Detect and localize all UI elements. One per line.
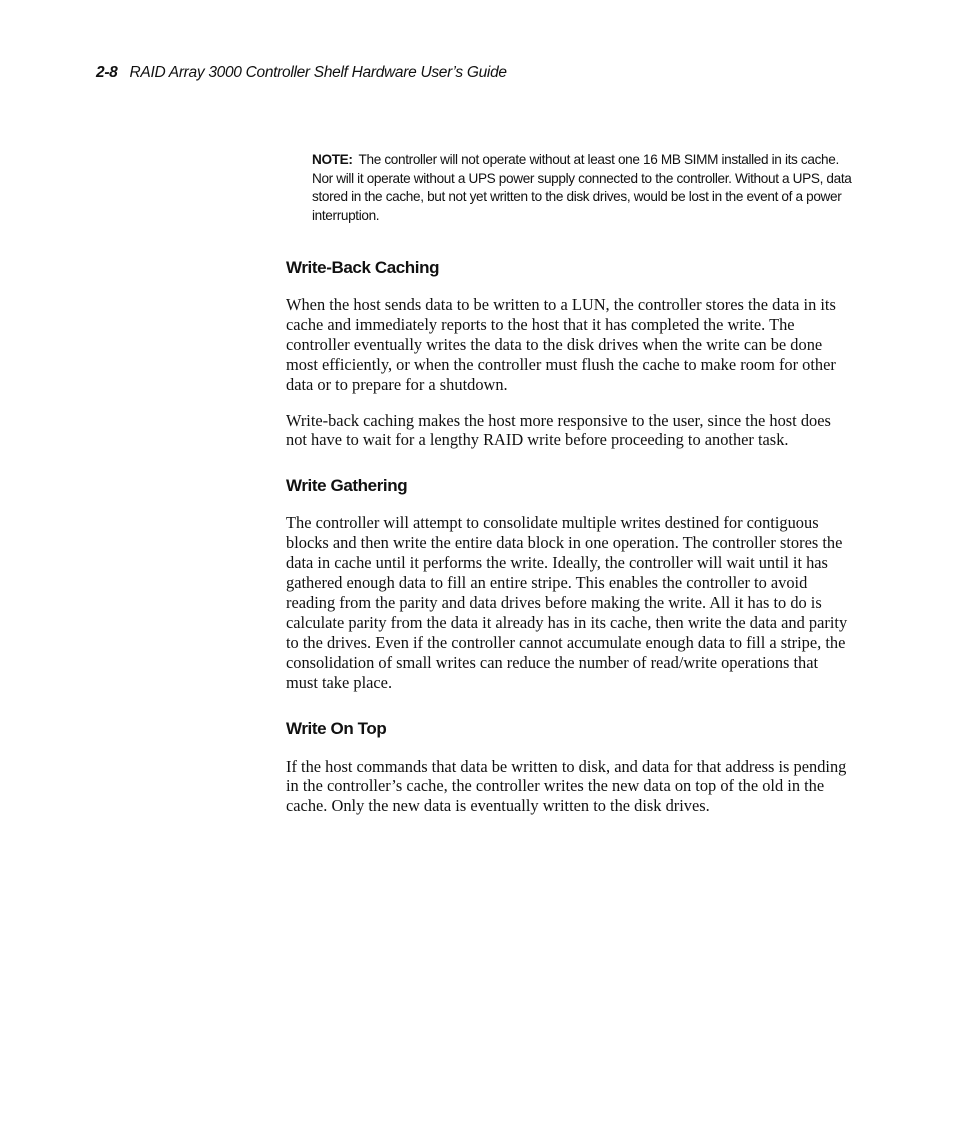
section-heading-write-gathering: Write Gathering bbox=[286, 476, 408, 496]
note-box bbox=[312, 151, 852, 225]
paragraph-write-on-top: If the host commands that data be written to disk, and data for that address is pending in the controller’s cache, the controller writes the new data on top of the old in the cache. Only the new data is eventually written to the disk drives. bbox=[286, 756, 847, 816]
document-title: RAID Array 3000 Controller Shelf Hardware User’s Guide bbox=[129, 64, 507, 81]
note-label: NOTE: bbox=[312, 152, 353, 167]
running-header bbox=[96, 64, 507, 82]
paragraph-write-back-2: Write-back caching makes the host more responsive to the user, since the host does not have to wait for a lengthy RAID write before proceeding to another task. bbox=[286, 410, 831, 450]
section-heading-write-on-top: Write On Top bbox=[286, 718, 387, 738]
main-content bbox=[286, 256, 851, 816]
section-heading-write-back-caching: Write-Back Caching bbox=[286, 258, 440, 277]
note-text: The controller will not operate without at least one 16 MB SIMM installed in its cache. Nor will it operate without a UPS power supply connected to the controller. Without a UPS, data stored in the cache, but not yet written to the disk drives, would be lost in the event of a power interruption. bbox=[312, 152, 852, 223]
paragraph-write-gathering: The controller will attempt to consolidate multiple writes destined for contiguous blocks and then write the entire data block in one operation. The controller stores the data in cache until it performs the write. Ideally, the controller will wait until it has gathered enough data to fill an entire stripe. This enables the controller to avoid reading from the parity and data drives before making the write. All it has to do is calculate parity from the data it already has in its cache, then write the data and parity to the drives. Even if the controller cannot accumulate enough data to fill a stripe, the consolidation of small writes can reduce the number of read/write operations that must take place. bbox=[286, 513, 848, 692]
page-number: 2-8 bbox=[96, 64, 118, 81]
paragraph-write-back-1: When the host sends data to be written to a LUN, the controller stores the data in its cache and immediately reports to the host that it has completed the write. The controller eventually writes the data to the disk drives when the write can be done most efficiently, or when the controller must flush the cache to make room for other data or to prepare for a shutdown. bbox=[286, 295, 836, 394]
